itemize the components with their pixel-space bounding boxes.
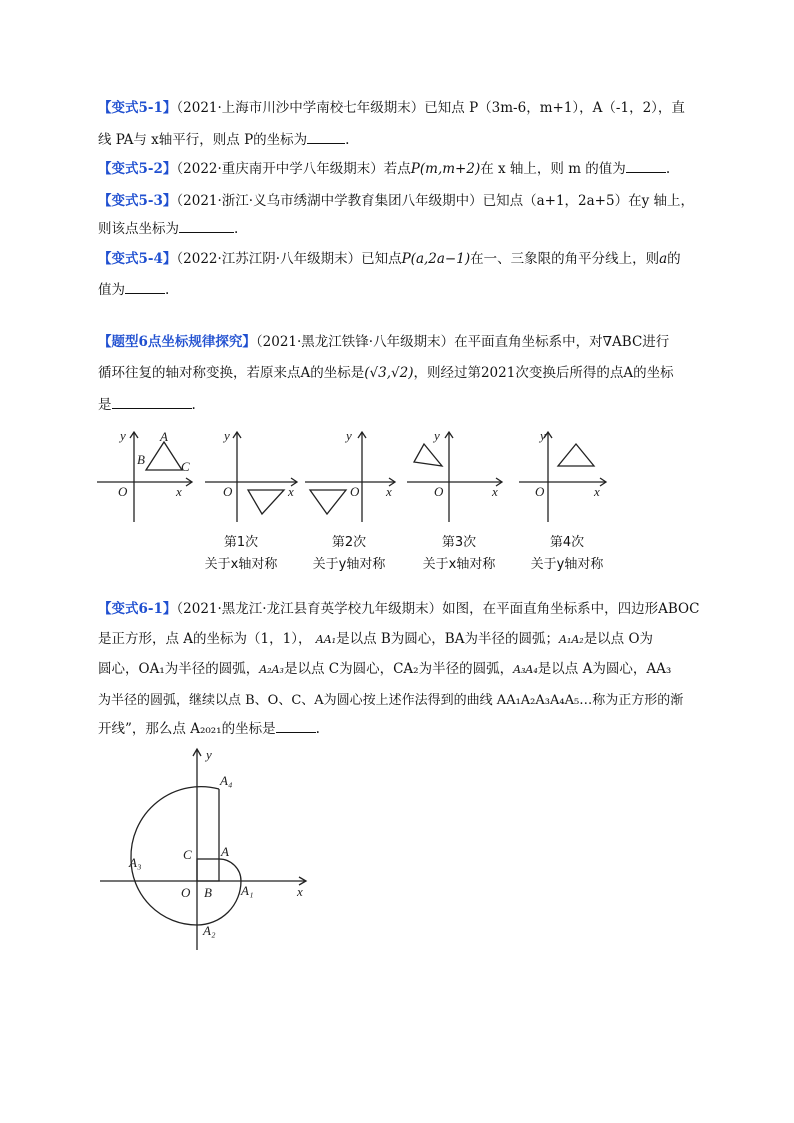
transform-figures <box>94 426 614 526</box>
period: . <box>191 397 196 413</box>
math-expression: P(a,2a−1) <box>401 251 471 267</box>
math-expression: P(m,m+2) <box>410 161 481 177</box>
axis-label-y: y <box>224 428 230 443</box>
point-label-b: B <box>204 885 212 900</box>
axis-label-y: y <box>346 428 352 443</box>
problem-text: 则该点坐标为 <box>98 221 179 237</box>
answer-blank[interactable] <box>125 279 165 294</box>
problem-source: （2022·重庆南开中学八年级期末） <box>176 161 384 177</box>
problem-5-2 <box>98 158 702 181</box>
point-label-a3: A₃ <box>129 855 142 870</box>
problem-text: 是 <box>98 397 112 413</box>
problem-text: 线 PA与 x轴平行，则点 P的坐标为 <box>98 132 308 148</box>
problem-text: 是以点 A为圆心，AA₃ <box>537 661 672 677</box>
axis-label-x: x <box>594 484 600 499</box>
axis-label-x: x <box>297 884 303 899</box>
problem-6-line3 <box>98 394 702 417</box>
axis-label-y: y <box>120 428 126 443</box>
origin-label: O <box>434 484 444 499</box>
problem-text: 循环往复的轴对称变换，若原来点A的坐标是 <box>98 365 365 381</box>
axis-label-y: y <box>540 428 546 443</box>
axis-label-x: x <box>176 484 182 499</box>
problem-text: 若点 <box>383 161 411 177</box>
figure-2 <box>205 432 297 522</box>
problem-5-1 <box>98 97 702 120</box>
problem-6-1-line2 <box>98 628 702 651</box>
origin-label: O <box>350 484 360 499</box>
axis-label-x: x <box>492 484 498 499</box>
problem-6-1-line4 <box>98 689 702 712</box>
answer-blank[interactable] <box>307 129 345 144</box>
math-variable: a <box>659 251 668 267</box>
problem-text: 开线”，那么点 A₂₀₂₁的坐标是 <box>98 721 276 737</box>
vertex-label-c: C <box>181 459 190 474</box>
period: . <box>315 721 320 737</box>
problem-tag: 【变式5-1】 <box>98 100 177 116</box>
problem-text: 是正方形，点 A的坐标为（1，1）， <box>98 631 312 647</box>
problem-text: 已知点 P（3m-6，m+1），A（-1，2），直 <box>424 100 685 116</box>
answer-blank[interactable] <box>112 394 192 409</box>
problem-text: 是以点 C为圆心，CA₂为半径的圆弧， <box>283 661 514 677</box>
figure-1 <box>97 432 192 522</box>
problem-5-3-line2 <box>98 218 702 241</box>
caption-2-top: 第2次 <box>331 535 367 550</box>
math-expression: (√3,√2) <box>364 365 414 381</box>
problem-text: 是以点 O为 <box>583 631 654 647</box>
point-label-a: A <box>221 844 229 859</box>
arc-notation: AA₁ <box>315 633 337 646</box>
origin-label: O <box>535 484 545 499</box>
problem-source: （2021·浙江·义乌市绣湖中学教育集团八年级期中） <box>176 193 483 209</box>
problem-6-1 <box>98 598 702 621</box>
problem-text: ，则经过第2021次变换后所得的点A的坐标 <box>413 365 674 381</box>
problem-source: （2021·上海市川沙中学南校七年级期末） <box>176 100 425 116</box>
arc-a-a1 <box>219 859 241 881</box>
caption-1-bottom: 关于x轴对称 <box>204 557 278 572</box>
problem-6-1-line5 <box>98 718 702 741</box>
problem-tag: 【变式5-3】 <box>98 193 177 209</box>
period: . <box>234 221 239 237</box>
caption-4-top: 第4次 <box>549 535 585 550</box>
point-label-a4: A₄ <box>220 773 233 788</box>
square-abo-c <box>197 859 219 881</box>
problem-source: （2021·黑龙江·龙江县育英学校九年级期末） <box>176 601 443 617</box>
caption-3-bottom: 关于x轴对称 <box>422 557 496 572</box>
problem-text: 已知点（a+1，2a+5）在y 轴上， <box>482 193 694 209</box>
origin-label: O <box>181 885 191 900</box>
vertex-label-b: B <box>137 452 145 467</box>
problem-6-1-line3 <box>98 658 702 681</box>
problem-text: 是以点 B为圆心，BA为半径的圆弧； <box>336 631 559 647</box>
involute-figure <box>96 745 326 955</box>
problem-text: 在 x 轴上，则 m 的值为 <box>480 161 626 177</box>
answer-blank[interactable] <box>626 158 666 173</box>
problem-6 <box>98 331 702 354</box>
problem-text: 为半径的圆弧，继续以点 B、O、C、A为圆心按上述作法得到的曲线 AA₁A₂A₃A₄A₅…称为正方形的渐 <box>98 693 684 708</box>
point-label-a1: A₁ <box>241 883 254 898</box>
answer-blank[interactable] <box>276 718 316 733</box>
axis-label-y: y <box>434 428 440 443</box>
problem-source: （2022·江苏江阴·八年级期末） <box>176 251 362 267</box>
problem-5-3 <box>98 190 702 213</box>
point-label-c: C <box>183 847 192 862</box>
point-label-a2: A₂ <box>203 923 216 938</box>
caption-3-top: 第3次 <box>441 535 477 550</box>
arc-notation: A₁A₂ <box>558 633 584 646</box>
caption-1-top: 第1次 <box>223 535 259 550</box>
problem-6-line2 <box>98 362 702 385</box>
problem-5-4 <box>98 248 702 271</box>
problem-text: 圆心，OA₁为半径的圆弧， <box>98 661 260 677</box>
figure-3 <box>305 432 395 522</box>
period: . <box>165 282 170 298</box>
period: . <box>665 161 671 177</box>
problem-text: 的 <box>667 251 681 267</box>
axis-label-y: y <box>206 747 212 762</box>
problem-tag: 【题型6点坐标规律探究】 <box>98 334 256 350</box>
period: . <box>345 132 350 148</box>
problem-text: 已知点 <box>361 251 402 267</box>
origin-label: O <box>223 484 233 499</box>
problem-tag: 【变式5-4】 <box>98 251 177 267</box>
answer-blank[interactable] <box>179 218 234 233</box>
arc-a3-a4 <box>131 787 219 859</box>
caption-4-bottom: 关于y轴对称 <box>530 557 604 572</box>
problem-text: 在平面直角坐标系中，对∇ABC进行 <box>454 334 670 350</box>
problem-tag: 【变式6-1】 <box>98 601 177 617</box>
problem-5-4-line2 <box>98 279 702 302</box>
caption-2-bottom: 关于y轴对称 <box>312 557 386 572</box>
axis-label-x: x <box>386 484 392 499</box>
problem-text: 如图，在平面直角坐标系中，四边形ABOC <box>442 601 700 617</box>
arc-notation: A₃A₄ <box>513 663 538 676</box>
problem-text: 在一、三象限的角平分线上，则 <box>470 251 660 267</box>
problem-5-1-line2 <box>98 129 702 152</box>
problem-source: （2021·黑龙江铁锋·八年级期末） <box>255 334 455 350</box>
figure-4 <box>407 432 502 522</box>
figure-5 <box>519 432 606 522</box>
origin-label: O <box>118 484 128 499</box>
arc-notation: A₂A₃ <box>259 663 284 676</box>
problem-text: 值为 <box>98 282 125 298</box>
vertex-label-a: A <box>160 429 168 444</box>
axis-label-x: x <box>288 484 294 499</box>
problem-tag: 【变式5-2】 <box>98 161 177 177</box>
